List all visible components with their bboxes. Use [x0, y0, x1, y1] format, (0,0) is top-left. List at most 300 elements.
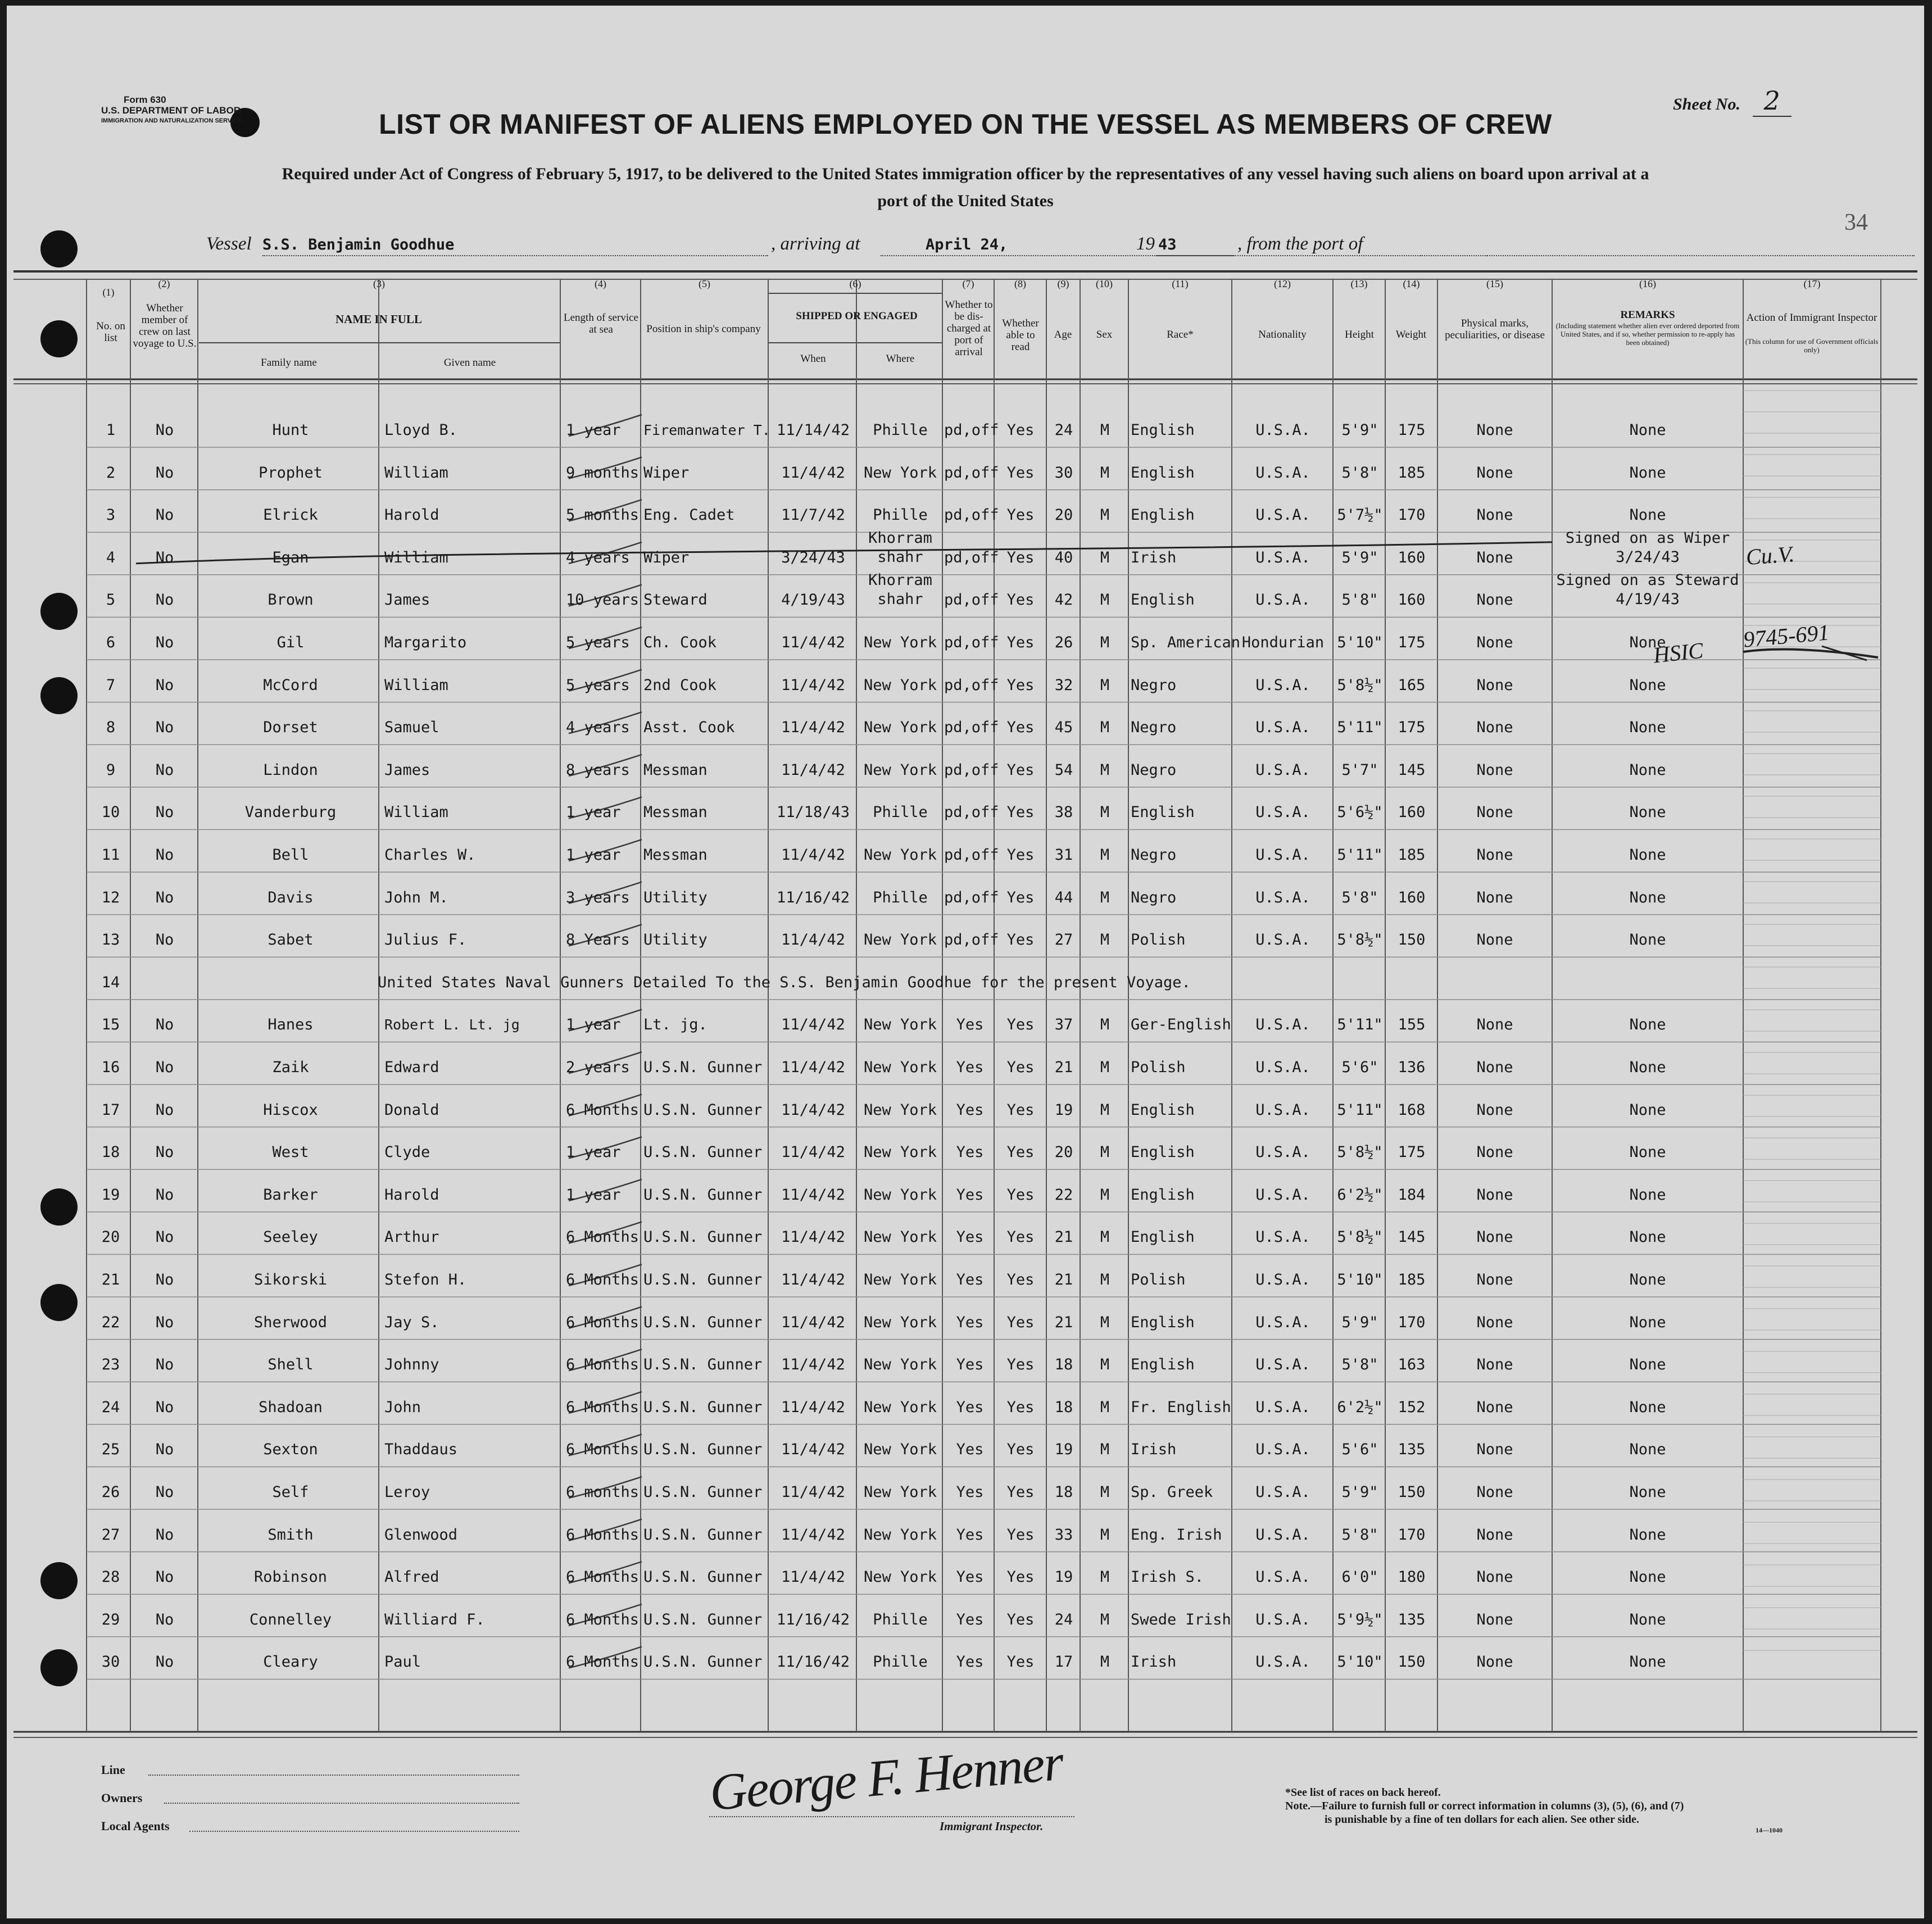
physical-marks: None [1476, 1568, 1513, 1586]
header-discharged: Whether to be dis- charged at port of arrival [945, 299, 993, 358]
shipped-when: 11/4/42 [781, 1356, 845, 1374]
shipped-when: 3/24/43 [781, 548, 845, 566]
discharged: pd,off [944, 719, 999, 737]
position: U.S.N. Gunner [643, 1186, 763, 1204]
position: Utility [643, 888, 708, 906]
nationality: U.S.A. [1255, 1653, 1310, 1671]
sex: M [1100, 421, 1110, 439]
header-sex: Sex [1096, 329, 1113, 341]
height: 5'6" [1341, 1059, 1378, 1076]
age: 27 [1054, 931, 1073, 949]
age: 18 [1054, 1483, 1073, 1501]
remarks: Signed on as Wiper 3/24/43 [1565, 529, 1730, 566]
weight: 145 [1398, 1228, 1426, 1246]
weight: 155 [1398, 1016, 1426, 1034]
height: 5'8½" [1337, 676, 1383, 694]
length-of-service: 6 Months [566, 1441, 640, 1459]
height: 5'8½" [1337, 1228, 1383, 1246]
remarks: None [1629, 1398, 1666, 1416]
sex: M [1100, 804, 1110, 822]
sex: M [1100, 464, 1110, 482]
remarks: Signed on as Steward 4/19/43 [1556, 571, 1739, 609]
family-name: Davis [267, 888, 314, 906]
footer-agents-label: Local Agents [101, 1819, 170, 1833]
weight: 160 [1398, 804, 1426, 822]
shipped-when: 11/4/42 [781, 1313, 845, 1331]
row-number: 20 [101, 1228, 120, 1246]
physical-marks: None [1476, 591, 1513, 609]
age: 32 [1054, 676, 1073, 694]
length-of-service: 1 year [566, 1016, 621, 1034]
nationality: U.S.A. [1255, 1610, 1310, 1628]
column-number: (1) [102, 287, 115, 298]
given-name: William [384, 464, 448, 482]
position: U.S.N. Gunner [643, 1483, 763, 1501]
remarks: None [1629, 1059, 1666, 1076]
able-to-read: Yes [1006, 846, 1035, 864]
discharged: Yes [956, 1186, 984, 1204]
length-of-service: 1 year [566, 846, 621, 864]
discharged: Yes [956, 1271, 984, 1288]
row-number: 26 [101, 1483, 120, 1501]
race: Polish [1131, 1271, 1186, 1288]
nationality: U.S.A. [1255, 1568, 1310, 1586]
sex: M [1100, 719, 1110, 737]
family-name: Sikorski [253, 1271, 328, 1288]
remarks: None [1629, 1186, 1666, 1204]
race: Swede Irish [1131, 1610, 1231, 1628]
discharged: Yes [956, 1526, 984, 1544]
nationality: U.S.A. [1255, 1101, 1310, 1119]
sex: M [1100, 1228, 1110, 1246]
physical-marks: None [1476, 1483, 1513, 1501]
nationality: U.S.A. [1255, 1356, 1310, 1374]
position: U.S.N. Gunner [643, 1398, 763, 1416]
length-of-service: 6 Months [566, 1101, 640, 1119]
given-name: Samuel [384, 719, 439, 737]
physical-marks: None [1476, 1441, 1513, 1459]
race: Polish [1131, 1059, 1186, 1076]
able-to-read: Yes [1006, 421, 1035, 439]
discharged: Yes [956, 1441, 984, 1459]
position: U.S.N. Gunner [643, 1441, 763, 1459]
sex: M [1100, 548, 1110, 566]
height: 5'9½" [1337, 1610, 1383, 1628]
position: U.S.N. Gunner [643, 1653, 763, 1671]
member-last-voyage: No [155, 1228, 174, 1246]
remarks: None [1629, 1016, 1666, 1034]
row-number: 2 [106, 464, 116, 482]
physical-marks: None [1476, 464, 1513, 482]
length-of-service: 9 months [566, 464, 640, 482]
physical-marks: None [1476, 1653, 1513, 1671]
given-name: Robert L. Lt. jg [384, 1017, 520, 1033]
race: Negro [1131, 676, 1177, 694]
able-to-read: Yes [1006, 1059, 1035, 1076]
row-number: 13 [101, 931, 120, 949]
height: 5'8" [1341, 1356, 1378, 1374]
position: U.S.N. Gunner [643, 1356, 763, 1374]
shipped-where: New York [863, 1271, 937, 1288]
sex: M [1100, 1483, 1110, 1501]
member-last-voyage: No [155, 548, 174, 566]
column-number: (17) [1803, 278, 1821, 289]
header-height: Height [1345, 329, 1374, 341]
family-name: McCord [263, 676, 318, 694]
able-to-read: Yes [1006, 1526, 1035, 1544]
shipped-where: New York [863, 1228, 937, 1246]
column-number: (9) [1057, 278, 1069, 289]
arrival-date: April 24, [926, 236, 1008, 253]
nationality: U.S.A. [1255, 548, 1310, 566]
member-last-voyage: No [155, 1568, 174, 1586]
shipped-when: 11/4/42 [781, 931, 845, 949]
length-of-service: 1 year [566, 1143, 621, 1161]
discharged: Yes [956, 1228, 984, 1246]
row-number: 1 [106, 421, 116, 439]
age: 20 [1054, 1143, 1073, 1161]
shipped-where: New York [863, 1441, 937, 1459]
shipped-where: New York [863, 1568, 937, 1586]
physical-marks: None [1476, 1313, 1513, 1331]
shipped-where: Khorram shahr [868, 571, 932, 609]
shipped-when: 11/4/42 [781, 719, 845, 737]
family-name: Prophet [258, 464, 323, 482]
weight: 184 [1398, 1186, 1426, 1204]
family-name: Zaik [272, 1059, 309, 1076]
physical-marks: None [1476, 548, 1513, 566]
height: 5'11" [1337, 1016, 1383, 1034]
family-name: Robinson [253, 1568, 328, 1586]
family-name: Self [272, 1483, 309, 1501]
shipped-when: 11/16/42 [776, 1610, 850, 1628]
column-number: (2) [158, 278, 170, 289]
race: Sp. Greek [1131, 1483, 1213, 1501]
row-number: 14 [101, 973, 120, 991]
shipped-when: 11/18/43 [776, 804, 850, 822]
member-last-voyage: No [155, 761, 174, 779]
nationality: U.S.A. [1255, 1186, 1310, 1204]
race: English [1131, 1313, 1195, 1331]
column-number: (16) [1639, 278, 1656, 289]
family-name: Gil [276, 634, 305, 651]
shipped-when: 11/4/42 [781, 634, 845, 651]
able-to-read: Yes [1006, 634, 1035, 651]
shipped-where: Phille [873, 1653, 928, 1671]
able-to-read: Yes [1006, 1186, 1035, 1204]
family-name: Sexton [263, 1441, 318, 1459]
nationality: U.S.A. [1255, 1016, 1310, 1034]
height: 5'9" [1341, 548, 1378, 566]
able-to-read: Yes [1006, 1610, 1035, 1628]
nationality: U.S.A. [1255, 421, 1310, 439]
remarks: None [1629, 1441, 1666, 1459]
length-of-service: 6 Months [566, 1356, 640, 1374]
physical-marks: None [1476, 421, 1513, 439]
race: English [1131, 1186, 1195, 1204]
handwritten-number-row6: 9745-691 [1742, 619, 1830, 652]
length-of-service: 6 Months [566, 1271, 640, 1288]
family-name: Hiscox [263, 1101, 318, 1119]
length-of-service: 8 Years [566, 931, 630, 949]
family-name: Hunt [272, 421, 309, 439]
length-of-service: 1 year [566, 421, 621, 439]
row-number: 17 [101, 1101, 120, 1119]
shipped-where: New York [863, 1016, 937, 1034]
race: Polish [1131, 931, 1186, 949]
sex: M [1100, 1101, 1110, 1119]
nationality: U.S.A. [1255, 1059, 1310, 1076]
weight: 150 [1398, 1653, 1426, 1671]
discharged: pd,off [944, 548, 999, 566]
shipped-where: New York [863, 719, 937, 737]
race: English [1131, 591, 1195, 609]
row-number: 22 [101, 1313, 120, 1331]
row-number: 15 [101, 1016, 120, 1034]
race: English [1131, 506, 1195, 524]
weight: 175 [1398, 719, 1426, 737]
footer-owners-label: Owners [101, 1791, 143, 1805]
height: 6'2½" [1337, 1186, 1383, 1204]
position: Wiper [643, 548, 690, 566]
race: English [1131, 1356, 1195, 1374]
physical-marks: None [1476, 846, 1513, 864]
race: English [1131, 804, 1195, 822]
nationality: U.S.A. [1255, 1271, 1310, 1288]
age: 26 [1054, 634, 1073, 651]
family-name: Cleary [263, 1653, 318, 1671]
position: Messman [643, 761, 708, 779]
discharged: pd,off [944, 676, 999, 694]
column-number: (3) [373, 278, 385, 289]
family-name: Hanes [267, 1016, 314, 1034]
shipped-when: 11/16/42 [776, 1653, 850, 1671]
age: 38 [1054, 804, 1073, 822]
age: 18 [1054, 1398, 1073, 1416]
shipped-when: 11/4/42 [781, 1016, 845, 1034]
position: U.S.N. Gunner [643, 1271, 763, 1288]
row-number: 6 [106, 634, 116, 651]
row-number: 30 [101, 1653, 120, 1671]
length-of-service: 5 months [566, 506, 640, 524]
position: U.S.N. Gunner [643, 1568, 763, 1586]
remarks: None [1629, 931, 1666, 949]
sex: M [1100, 1313, 1110, 1331]
discharged: pd,off [944, 464, 999, 482]
member-last-voyage: No [155, 1313, 174, 1331]
length-of-service: 6 Months [566, 1526, 640, 1544]
physical-marks: None [1476, 1271, 1513, 1288]
discharged: pd,off [944, 761, 999, 779]
member-last-voyage: No [155, 931, 174, 949]
physical-marks: None [1476, 1101, 1513, 1119]
height: 5'9" [1341, 1313, 1378, 1331]
length-of-service: 6 Months [566, 1610, 640, 1628]
remarks: None [1629, 1101, 1666, 1119]
height: 5'9" [1341, 1483, 1378, 1501]
given-name: Lloyd B. [384, 421, 458, 439]
remarks: None [1629, 804, 1666, 822]
age: 40 [1054, 548, 1073, 566]
race: Negro [1131, 719, 1177, 737]
position: U.S.N. Gunner [643, 1059, 763, 1076]
nationality: U.S.A. [1255, 1441, 1310, 1459]
member-last-voyage: No [155, 1610, 174, 1628]
shipped-when: 11/4/42 [781, 1143, 845, 1161]
vessel-label: Vessel [206, 234, 252, 254]
shipped-when: 11/4/42 [781, 1059, 845, 1076]
weight: 170 [1398, 1526, 1426, 1544]
weight: 180 [1398, 1568, 1426, 1586]
shipped-where: New York [863, 634, 937, 651]
header-remarks-note: (Including statement whether alien ever ordered deported from United States, and if so, whether permission to re-apply has been obtained) [1555, 321, 1740, 347]
remarks: None [1629, 761, 1666, 779]
sex: M [1100, 931, 1110, 949]
age: 21 [1054, 1228, 1073, 1246]
discharged: Yes [956, 1568, 984, 1586]
subtitle-line-1: Required under Act of Congress of February 5, 1917, to be delivered to the United States immigration officer by the representatives of any vessel having such aliens on board upon arrival at a [282, 165, 1649, 183]
family-name: Brown [267, 591, 314, 609]
race: Negro [1131, 888, 1177, 906]
header-no-on-list: No. on list [96, 320, 125, 344]
arriving-label: , arriving at [771, 234, 860, 254]
nationality: U.S.A. [1255, 464, 1310, 482]
height: 5'8" [1341, 1526, 1378, 1544]
given-name: James [384, 591, 430, 609]
age: 17 [1054, 1653, 1073, 1671]
member-last-voyage: No [155, 464, 174, 482]
discharged: pd,off [944, 804, 999, 822]
penalty-note-1: Note.—Failure to furnish full or correct information in columns (3), (5), (6), and (7) [1285, 1800, 1684, 1812]
gunners-note: United States Naval Gunners Detailed To the S.S. Benjamin Goodhue for the present Voyage. [378, 973, 1191, 991]
shipped-when: 11/14/42 [776, 421, 850, 439]
length-of-service: 6 Months [566, 1568, 640, 1586]
sex: M [1100, 1356, 1110, 1374]
shipped-where: Phille [873, 1610, 928, 1628]
footer-line-label: Line [101, 1763, 125, 1777]
arrival-year: 43 [1158, 236, 1177, 253]
weight: 185 [1398, 846, 1426, 864]
age: 45 [1054, 719, 1073, 737]
shipped-where: New York [863, 931, 937, 949]
remarks: None [1629, 634, 1666, 651]
position: Steward [643, 591, 708, 609]
nationality: U.S.A. [1255, 506, 1310, 524]
position: 2nd Cook [643, 676, 717, 694]
nationality: U.S.A. [1255, 1143, 1310, 1161]
member-last-voyage: No [155, 888, 174, 906]
weight: 170 [1398, 506, 1426, 524]
height: 5'11" [1337, 1101, 1383, 1119]
height: 5'7½" [1337, 506, 1383, 524]
row-number: 12 [101, 888, 120, 906]
height: 5'11" [1337, 846, 1383, 864]
member-last-voyage: No [155, 421, 174, 439]
nationality: U.S.A. [1255, 1398, 1310, 1416]
age: 19 [1054, 1568, 1073, 1586]
nationality: U.S.A. [1255, 931, 1310, 949]
height: 5'6" [1341, 1441, 1378, 1459]
column-number: (10) [1096, 278, 1113, 289]
able-to-read: Yes [1006, 1228, 1035, 1246]
able-to-read: Yes [1006, 1568, 1035, 1586]
header-nationality: Nationality [1258, 329, 1307, 341]
header-name-in-full: NAME IN FULL [335, 312, 422, 326]
length-of-service: 10 years [566, 591, 640, 609]
shipped-when: 11/4/42 [781, 1186, 845, 1204]
age: 24 [1054, 1610, 1073, 1628]
family-name: Connelley [249, 1610, 332, 1628]
remarks: None [1629, 1143, 1666, 1161]
form-number: Form 630 [124, 94, 166, 105]
sex: M [1100, 1653, 1110, 1671]
discharged: Yes [956, 1313, 984, 1331]
page-number: 34 [1844, 210, 1868, 235]
sex: M [1100, 634, 1110, 651]
height: 5'6½" [1337, 804, 1383, 822]
given-name: Williard F. [384, 1610, 485, 1628]
header-given-name: Given name [443, 357, 496, 369]
shipped-where: New York [863, 846, 937, 864]
sex: M [1100, 846, 1110, 864]
remarks: None [1629, 1313, 1666, 1331]
row-number: 7 [106, 676, 116, 694]
member-last-voyage: No [155, 1441, 174, 1459]
shipped-when: 11/4/42 [781, 676, 845, 694]
family-name: Sherwood [253, 1313, 328, 1331]
given-name: Clyde [384, 1143, 430, 1161]
physical-marks: None [1476, 634, 1513, 651]
remarks: None [1629, 888, 1666, 906]
race: English [1131, 1101, 1195, 1119]
shipped-where: Phille [873, 804, 928, 822]
shipped-where: New York [863, 1143, 937, 1161]
member-last-voyage: No [155, 1398, 174, 1416]
discharged: Yes [956, 1016, 984, 1034]
header-action: Action of Immigrant Inspector [1746, 312, 1877, 324]
given-name: Thaddaus [384, 1441, 458, 1459]
shipped-when: 11/4/42 [781, 1441, 845, 1459]
weight: 150 [1398, 931, 1426, 949]
given-name: Harold [384, 1186, 439, 1204]
given-name: William [384, 548, 448, 566]
given-name: Harold [384, 506, 439, 524]
header-where: Where [886, 353, 915, 365]
header-position: Position in ship's company [646, 323, 761, 335]
remarks: None [1629, 676, 1666, 694]
weight: 165 [1398, 676, 1426, 694]
race: Irish [1131, 1441, 1177, 1459]
position: Messman [643, 846, 708, 864]
weight: 136 [1398, 1059, 1426, 1076]
remarks: None [1629, 1271, 1666, 1288]
shipped-where: Phille [873, 506, 928, 524]
row-number: 4 [106, 548, 116, 566]
shipped-when: 11/4/42 [781, 1483, 845, 1501]
sex: M [1100, 1610, 1110, 1628]
shipped-when: 11/4/42 [781, 1398, 845, 1416]
discharged: Yes [956, 1356, 984, 1374]
age: 21 [1054, 1313, 1073, 1331]
able-to-read: Yes [1006, 591, 1035, 609]
length-of-service: 2 years [566, 1059, 630, 1076]
vessel-name: S.S. Benjamin Goodhue [262, 236, 455, 253]
discharged: pd,off [944, 888, 999, 906]
member-last-voyage: No [155, 1143, 174, 1161]
header-able-to-read: Whether able to read [1002, 317, 1039, 353]
remarks: None [1629, 506, 1666, 524]
position: U.S.N. Gunner [643, 1101, 763, 1119]
